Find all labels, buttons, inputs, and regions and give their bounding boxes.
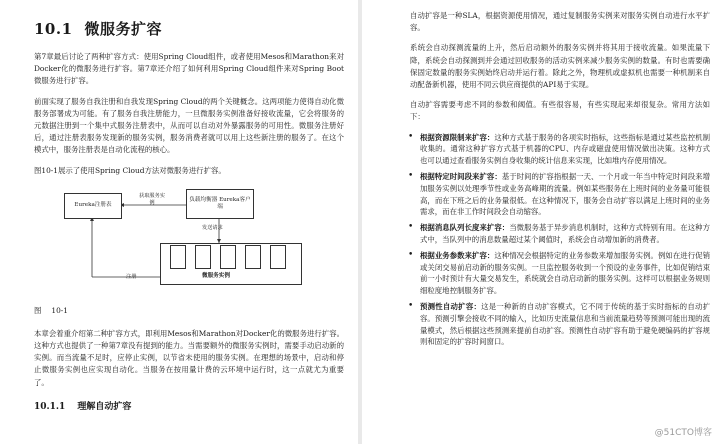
figure-caption (34, 305, 344, 316)
subsection-heading (34, 399, 344, 412)
scaling-methods-list (410, 132, 710, 349)
list-item-text: 基于时间的扩容指根据一天、一个月或一年当中特定时间段来增加服务实例以处理季节性或业务高峰期的流量。例如某些服务在上班时间的业务量可能很高，而在下班之后的业务量很低。在这种情况下，服务会自动扩容以满足上班时间的业务需求，而在非工作时间段会自动缩容。 (420, 172, 710, 217)
figure-number: 10-1 (51, 305, 69, 315)
eureka-registry-box: Eureka注册表 (64, 193, 122, 219)
section-number: 10.1 (34, 20, 73, 38)
list-item (410, 250, 710, 297)
load-balancer-box: 负载均衡器 Eureka客户端 (186, 189, 254, 219)
section-title: 微服务扩容 (84, 20, 163, 38)
microservice-instance-box (195, 245, 211, 269)
paragraph: 图10-1展示了使用Spring Cloud方法对微服务进行扩容。 (34, 165, 226, 175)
list-item-text: 当微服务基于异步消息机制时，这种方式特别有用。在这种方式中，当队列中的消息数量超过某个阈值时，系统会自动增加新的消费者。 (420, 223, 710, 244)
paragraph: 本章会着重介绍第二种扩容方式，即利用Mesos和Marathon对Docker化的微服务进行扩容。这种方式也提供了一种第7章没有提到的能力。当需要额外的微服务实例时，需要手动启动新的实例。而当流量不足时，应停止实例，以节省未使用的服务实例。在理想的场景中，启动和停止微服务实例也应实现自动化。当服务在按用量计费的云环境中运行时，这一点就尤为重要了。 (34, 328, 344, 387)
list-item (410, 171, 710, 218)
instances-label: 微服务实例 (202, 272, 230, 279)
right-page (362, 0, 720, 444)
microservice-instance-box (270, 245, 286, 269)
list-item-text: 这是一种新的自动扩容模式，它不同于传统的基于实时指标的自动扩容。预测引擎会接收不同的输入，比如历史流量信息和当前流量趋势等预测可能出现的流量模式，然后根据这些预测来提前自动扩容。预测性自动扩容有助于避免硬编码的扩容规则和固定的扩容时间窗口。 (420, 301, 710, 347)
paragraph: 自动扩容需要考虑不同的参数和阈值。有些很容易，有些实现起来却很复杂。常用方法如下： (410, 100, 710, 122)
subsection-title: 理解自动扩容 (77, 401, 132, 412)
list-item-title: 根据资源限制来扩容： (420, 132, 495, 142)
watermark: @51CTO博客 (654, 428, 712, 438)
paragraph: 自动扩容是一种SLA，根据资源使用情况，通过复制服务实例来对服务实例自动进行水平扩容。 (410, 11, 710, 33)
list-item-title: 预测性自动扩容： (420, 301, 482, 311)
fetch-instances-label: 获取服务实例 (139, 192, 165, 206)
microservice-instance-box (170, 245, 186, 269)
list-item-text: 这种情况会根据特定的业务参数来增加服务实例。例如在进行促销或关闭交易前启动新的服务实例。一旦监控服务收到一个预设的业务事件，比如促销结束前一小时预计有大量交易发生，系统就会自动启动新的服务实例。这样可以根据业务规则细粒度地控制服务扩容。 (420, 250, 710, 296)
register-label: 注册 (126, 273, 137, 280)
list-item (410, 301, 710, 348)
list-item (410, 132, 710, 167)
paragraph: 系统会自动探测流量的上升，然后启动额外的服务实例并将其用于接收流量。如果流量下降，系统会自动探测到并会通过回收服务的活动实例来减少服务实例的数量。有时也需要确保固定数量的服务实例始终启动并运行着。除此之外，物理机或虚拟机也需要一种机制来自动配备新机器，使用不同云供应商提供的API易于实现。 (410, 43, 710, 90)
paragraph: 前面实现了服务自我注册和自我发现Spring Cloud的两个关键概念。这两项能力使得自动化微服务部署成为可能。有了服务自我注册能力，一旦微服务实例准备好接收流量，它会将服务的元数据注册到一个集中式服务注册表中，从而可以自动对外暴露服务的可用性。微服务注册好后，通过注册表服务发现新的服务实例，服务消费者就可以用上这些新注册的服务了。在这个模式中，服务注册表是自动化流程的核心。 (34, 96, 344, 155)
list-item-title: 根据消息队列长度来扩容： (420, 223, 510, 233)
microservice-instance-box (245, 245, 261, 269)
send-request-label: 发送请求 (202, 224, 223, 231)
section-heading (34, 18, 344, 39)
figure-label: 图 (34, 305, 42, 315)
list-item (410, 222, 710, 246)
list-item-text: 这种方式基于服务的各项实时指标，这些指标是通过某些监控机制收集的。通常这种扩容方式基于机器的CPU、内存或磁盘使用情况做出决策。这种方式也可以通过查看服务实例自身收集的统计信息来实现，比如堆内存使用情况。 (420, 132, 710, 166)
left-page (0, 0, 358, 444)
figure-10-1-diagram (52, 185, 312, 297)
microservice-instance-box (220, 245, 236, 269)
subsection-number: 10.1.1 (34, 401, 66, 412)
paragraph: 第7章最后讨论了两种扩容方式：使用Spring Cloud组件，或者使用Mesos和Marathon来对Docker化的微服务进行扩容。第7章还介绍了如何利用Spring Cloud组件来对Spring Boot微服务进行扩容。 (34, 52, 344, 86)
list-item-title: 根据业务参数来扩容： (420, 250, 495, 260)
list-item-title: 根据特定时间段来扩容： (420, 172, 502, 182)
